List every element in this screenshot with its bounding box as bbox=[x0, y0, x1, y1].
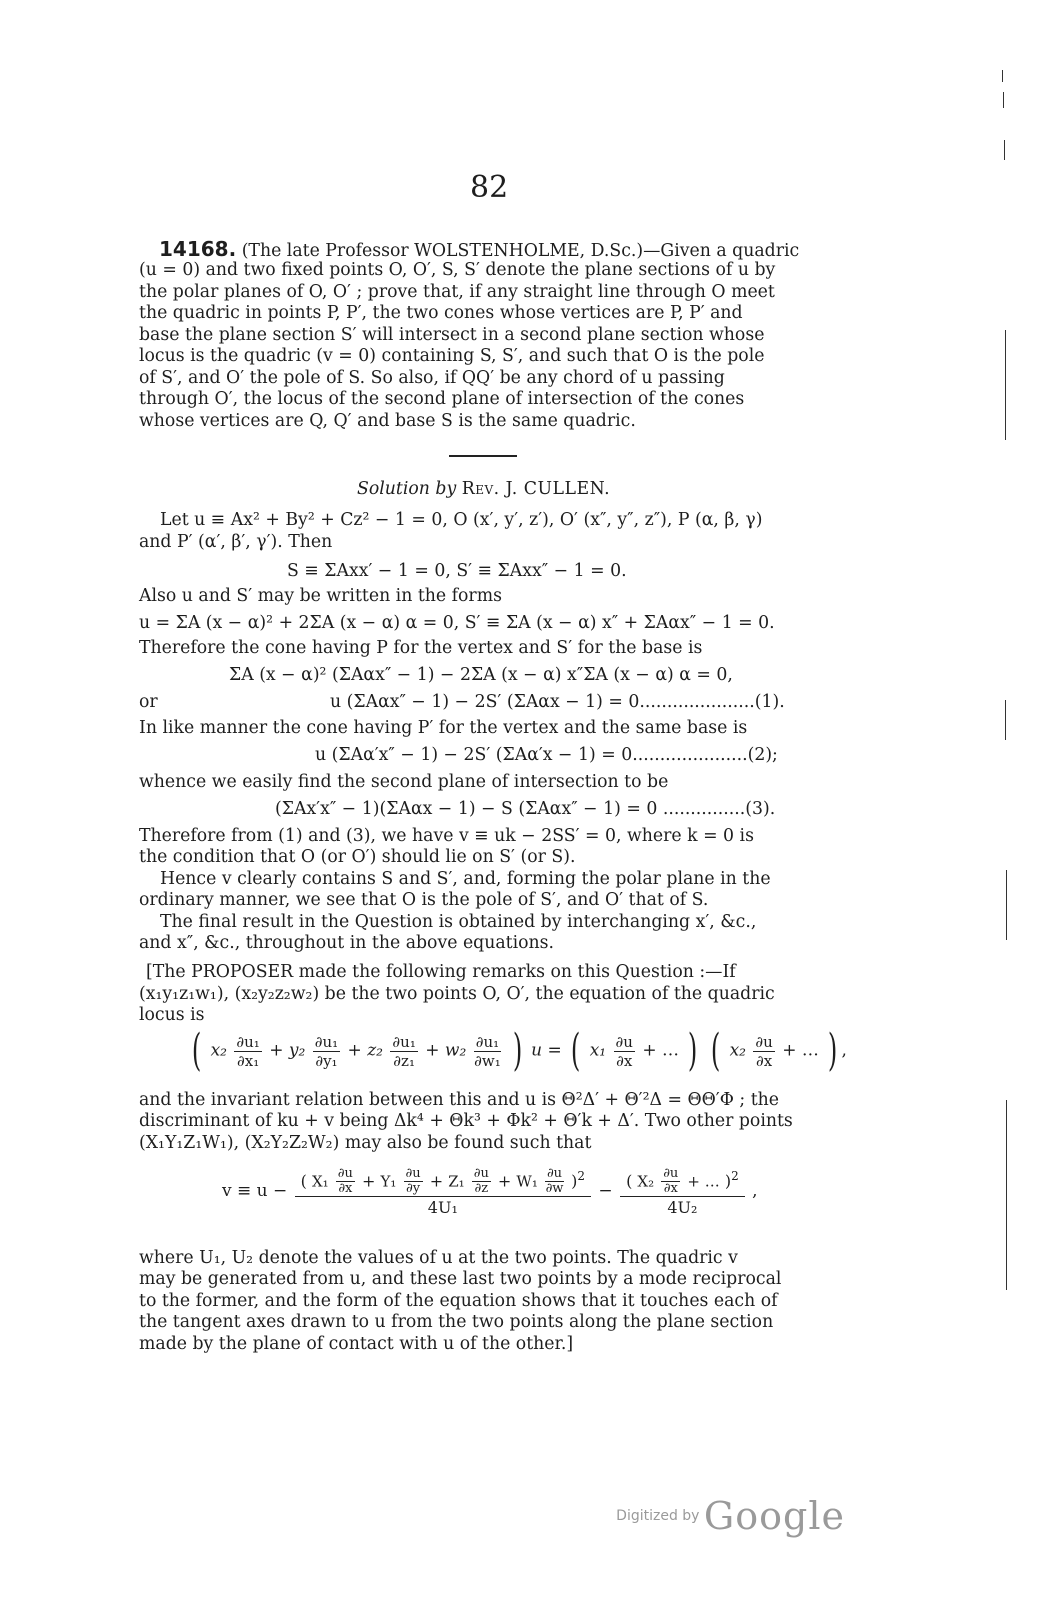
page-number: 82 bbox=[470, 170, 509, 205]
solution-heading bbox=[357, 479, 610, 499]
question-line-5: base the plane section S′ will intersect in a second plane section whose bbox=[139, 325, 765, 345]
solution-line-6: Therefore the cone having P for the vertex and S′ for the base is bbox=[139, 638, 703, 658]
scan-mark bbox=[1002, 70, 1003, 82]
solution-line-18: and x″, &c., throughout in the above equations. bbox=[139, 933, 555, 953]
question-line-6: locus is the quadric (v = 0) containing S, S′, and such that O is the pole bbox=[139, 346, 765, 366]
question-line-1 bbox=[139, 239, 799, 262]
eq1-mid: u = bbox=[531, 1040, 562, 1061]
solution-or: or bbox=[139, 692, 158, 712]
scan-mark bbox=[1004, 140, 1005, 160]
eq1-y2: y₂ bbox=[288, 1040, 306, 1061]
proposer-line-11: made by the plane of contact with u of the other.] bbox=[139, 1334, 574, 1354]
question-line-7: of S′, and O′ the pole of S. So also, if QQ′ be any chord of u passing bbox=[139, 368, 725, 388]
solution-equation-S: S ≡ ΣAxx′ − 1 = 0, S′ ≡ ΣAxx″ − 1 = 0. bbox=[287, 561, 627, 581]
eq1-x1: x₁ bbox=[589, 1040, 607, 1061]
scan-mark bbox=[1005, 330, 1006, 440]
solution-line-1: Let u ≡ Ax² + By² + Cz² − 1 = 0, O (x′, y′, z′), O′ (x″, y″, z″), P (α, β, γ) bbox=[160, 510, 763, 530]
solution-line-14: the condition that O (or O′) should lie on S′ (or S). bbox=[139, 847, 576, 867]
solution-equation-3: (ΣAx′x″ − 1)(ΣAαx − 1) − S (ΣAαx″ − 1) = 0 ...............(3). bbox=[275, 799, 776, 819]
proposer-line-4: and the invariant relation between this and u is Θ²Δ′ + Θ′²Δ = ΘΘ′Φ ; the bbox=[139, 1090, 780, 1110]
question-text-1: (The late Professor WOLSTENHOLME, D.Sc.)—Given a quadric bbox=[241, 241, 800, 261]
proposer-line-6: (X₁Y₁Z₁W₁), (X₂Y₂Z₂W₂) may also be found such that bbox=[139, 1133, 592, 1153]
eq1-frac-y: $\frac{\text{∂u₁}}{\text{∂y₁}}$ bbox=[314, 1032, 339, 1070]
proposer-line-10: the tangent axes drawn to u from the two points along the plane section bbox=[139, 1312, 774, 1332]
paren-open: ( bbox=[191, 1025, 202, 1076]
solution-line-11: whence we easily find the second plane of intersection to be bbox=[139, 772, 669, 792]
scan-mark bbox=[1006, 870, 1007, 940]
eq1-frac-x: $\frac{\text{∂u₁}}{\text{∂x₁}}$ bbox=[236, 1032, 260, 1070]
solution-equation-2: u (ΣAα′x″ − 1) − 2S′ (ΣAα′x − 1) = 0.....................(2); bbox=[315, 745, 778, 765]
eq1-x2b: x₂ bbox=[729, 1040, 746, 1061]
question-line-9: whose vertices are Q, Q′ and base S is the same quadric. bbox=[139, 411, 636, 431]
solution-line-13: Therefore from (1) and (3), we have v ≡ uk − 2SS′ = 0, where k = 0 is bbox=[139, 826, 754, 846]
section-divider bbox=[449, 455, 517, 457]
question-line-8: through O′, the locus of the second plane of intersection of the cones bbox=[139, 389, 745, 409]
eq2-lhs: v ≡ u − bbox=[222, 1180, 288, 1201]
question-line-4: the quadric in points P, P′, the two cones whose vertices are P, P′ and bbox=[139, 303, 743, 323]
proposer-line-7: where U₁, U₂ denote the values of u at the two points. The quadric v bbox=[139, 1248, 738, 1268]
solution-equation-cone: ΣA (x − α)² (ΣAαx″ − 1) − 2ΣA (x − α) x″ΣA (x − α) α = 0, bbox=[229, 665, 733, 685]
eq1-frac-w: $\frac{\text{∂u₁}}{\text{∂w₁}}$ bbox=[474, 1032, 501, 1070]
proposer-line-8: may be generated from u, and these last two points by a mode reciprocal bbox=[139, 1269, 782, 1289]
solution-line-17: The final result in the Question is obtained by interchanging x′, &c., bbox=[160, 912, 757, 932]
eq1-frac-z: $\frac{\text{∂u₁}}{\text{∂z₁}}$ bbox=[392, 1032, 416, 1070]
eq1-w2: w₂ bbox=[444, 1040, 467, 1061]
solution-equation-u: u = ΣA (x − α)² + 2ΣA (x − α) α = 0, S′ ≡ ΣA (x − α) x″ + ΣAαx″ − 1 = 0. bbox=[139, 613, 775, 633]
solution-author: Rev. J. CULLEN. bbox=[461, 479, 611, 499]
eq1-frac-du-dx-2: $\frac{\partial u}{\partial x}$ bbox=[755, 1032, 773, 1070]
paren-close: ) bbox=[512, 1025, 522, 1076]
solution-line-15: Hence v clearly contains S and S′, and, forming the polar plane in the bbox=[160, 869, 771, 889]
proposer-line-1: [The PROPOSER made the following remarks on this Question :—If bbox=[146, 962, 736, 982]
solution-line-2: and P′ (α′, β′, γ′). Then bbox=[139, 532, 333, 552]
eq1-z2: z₂ bbox=[367, 1040, 383, 1061]
eq1-x2: x₂ bbox=[210, 1040, 227, 1061]
google-logo: Google bbox=[703, 1494, 845, 1538]
solution-equation-1: u (ΣAαx″ − 1) − 2S′ (ΣAαx − 1) = 0.....................(1). bbox=[330, 692, 785, 712]
eq2-fraction-2: ( X₂ $\frac{\partial u}{\partial x}$ + … )$^2$ 4U₂ bbox=[620, 1162, 745, 1219]
proposer-line-2: (x₁y₁z₁w₁), (x₂y₂z₂w₂) be the two points O, O′, the equation of the quadric bbox=[139, 984, 775, 1004]
question-line-2: (u = 0) and two fixed points O, O′, S, S′ denote the plane sections of u by bbox=[139, 260, 776, 280]
scan-mark bbox=[1003, 92, 1004, 108]
equation-quadric-locus: ( x₂ $\frac{\text{∂u₁}}{\text{∂x₁}}$ + y₂ $\frac{\text{∂u₁}}{\text{∂y₁}}$ + z₂ $\frac{\text{∂u₁}}{\text{∂z₁}}$ + w₂ $\frac{\text{∂u₁}}{\text{∂w₁}}$ ) u = ( x₁ $\frac{\partial u}{\partial x}$ + … ) ( x₂ $\frac{\partial u}{\partial x}$ + … ) , bbox=[191, 1025, 847, 1076]
proposer-line-5: discriminant of ku + v being Δk⁴ + Θk³ + Φk² + Θ′k + Δ′. Two other points bbox=[139, 1111, 793, 1131]
solution-line-4: Also u and S′ may be written in the forms bbox=[139, 586, 502, 606]
eq1-frac-du-dx-1: $\frac{\partial u}{\partial x}$ bbox=[615, 1032, 633, 1070]
solution-heading-prefix: Solution by bbox=[357, 479, 457, 499]
proposer-line-3: locus is bbox=[139, 1005, 205, 1025]
question-number: 14168. bbox=[159, 237, 237, 261]
scan-mark bbox=[1006, 1100, 1007, 1290]
eq2-fraction-1: ( X₁ $\frac{\partial u}{\partial x}$ + Y₁ $\frac{\partial u}{\partial y}$ + Z₁ $\frac{\partial u}{\partial z}$ + W₁ $\frac{\partial u}{\partial w}$ )$^2$ 4U₁ bbox=[295, 1162, 591, 1219]
proposer-line-9: to the former, and the form of the equation shows that it touches each of bbox=[139, 1291, 778, 1311]
eq2-denominator-2: 4U₂ bbox=[667, 1198, 698, 1218]
equation-v: v ≡ u − ( X₁ $\frac{\partial u}{\partial x}$ + Y₁ $\frac{\partial u}{\partial y}$ + Z₁ $\frac{\partial u}{\partial z}$ + W₁ $\frac{\partial u}{\partial w}$ )$^2$ 4U₁ − ( X₂ $\frac{\partial u}{\partial x}$ + … )$^2$ 4U₂ , bbox=[222, 1162, 758, 1219]
scan-mark bbox=[1005, 700, 1006, 740]
digitized-by-google-watermark bbox=[616, 1494, 845, 1538]
question-line-3: the polar planes of O, O′ ; prove that, if any straight line through O meet bbox=[139, 282, 775, 302]
digitized-label: Digitized by bbox=[616, 1508, 700, 1524]
solution-line-9: In like manner the cone having P′ for the vertex and the same base is bbox=[139, 718, 748, 738]
eq2-denominator-1: 4U₁ bbox=[427, 1198, 458, 1218]
solution-line-16: ordinary manner, we see that O is the pole of S′, and O′ that of S. bbox=[139, 890, 709, 910]
